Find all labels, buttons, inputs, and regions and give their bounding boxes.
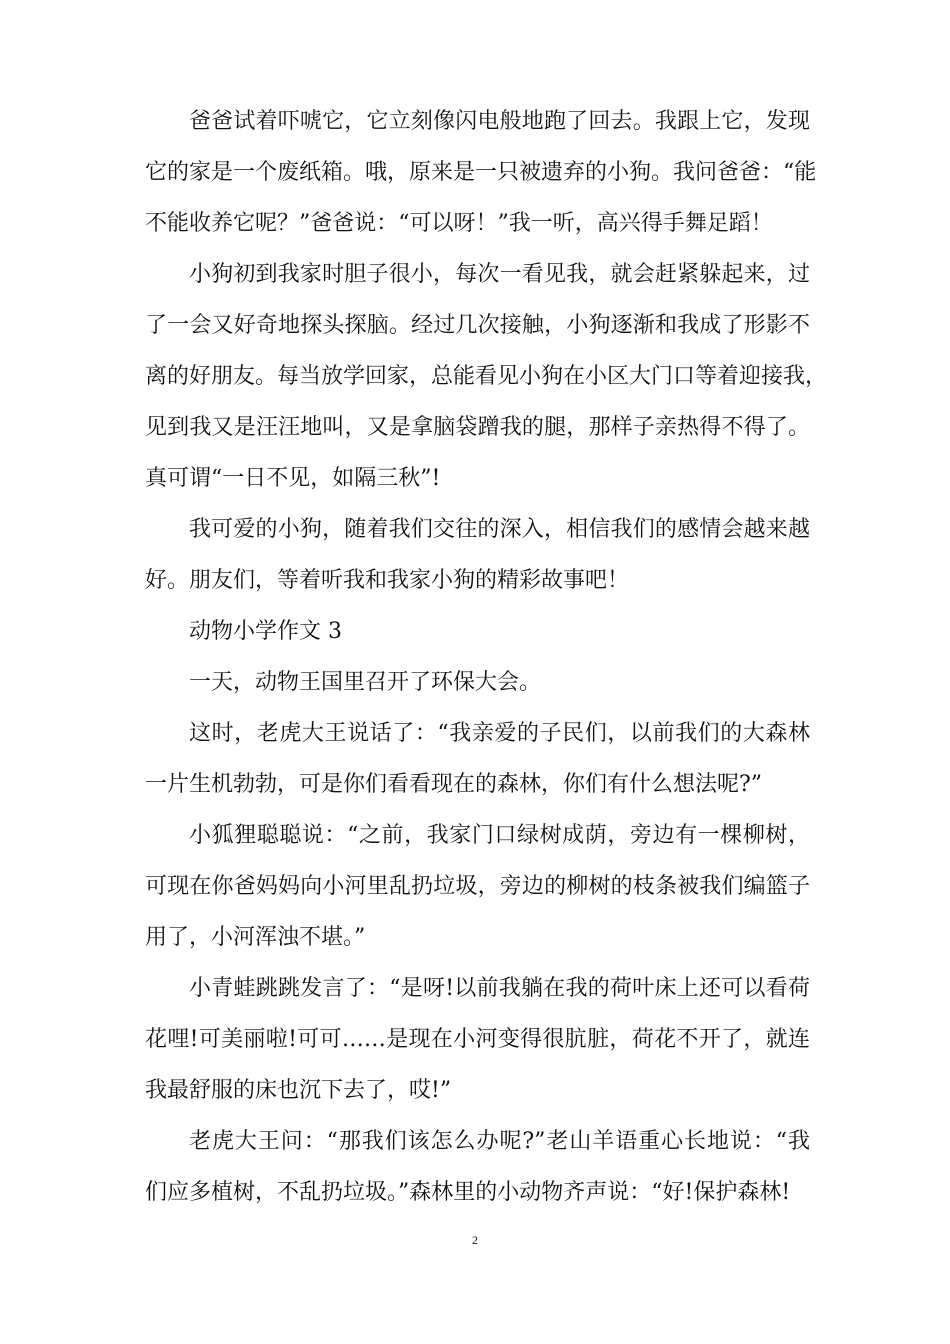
text-line: 离的好朋友。每当放学回家，总能看见小狗在小区大门口等着迎接我， (145, 364, 828, 389)
paragraph (145, 96, 817, 249)
text-line: 小狗初到我家时胆子很小，每次一看见我，就会赶紧躲起来，过 (189, 262, 810, 287)
text-line: 我可爱的小狗，随着我们交往的深入，相信我们的感情会越来越 (189, 517, 810, 542)
paragraph (145, 606, 810, 657)
paragraph (145, 1116, 810, 1218)
text-line: 了一会又好奇地探头探脑。经过几次接触，小狗逐渐和我成了形影不 (145, 313, 810, 338)
text-line: 这时，老虎大王说话了：“我亲爱的子民们，以前我们的大森林 (189, 721, 810, 746)
text-line: 爸爸试着吓唬它，它立刻像闪电般地跑了回去。我跟上它，发现 (189, 109, 810, 134)
page-number: 2 (472, 1233, 478, 1247)
text-line: 一片生机勃勃，可是你们看看现在的森林，你们有什么想法呢?” (145, 772, 763, 797)
paragraph (145, 504, 810, 606)
paragraph (145, 657, 810, 708)
text-line: 真可谓“一日不见，如隔三秋”! (145, 466, 441, 491)
document-body (145, 96, 828, 1218)
text-line: 它的家是一个废纸箱。哦，原来是一只被遗弃的小狗。我问爸爸：“能 (145, 160, 817, 185)
paragraph (145, 963, 810, 1116)
text-line: 不能收养它呢？”爸爸说：“可以呀！”我一听，高兴得手舞足蹈！ (145, 211, 773, 236)
text-line: 用了，小河浑浊不堪。” (145, 925, 366, 950)
text-line: 可现在你爸妈妈向小河里乱扔垃圾，旁边的柳树的枝条被我们编篮子 (145, 874, 810, 899)
text-line: 见到我又是汪汪地叫，又是拿脑袋蹭我的腿，那样子亲热得不得了。 (145, 415, 810, 440)
paragraph (145, 249, 828, 504)
paragraph (145, 810, 810, 963)
text-line: 们应多植树，不乱扔垃圾。”森林里的小动物齐声说：“好!保护森林! (145, 1180, 791, 1205)
text-line: 一天，动物王国里召开了环保大会。 (189, 670, 542, 695)
paragraph (145, 708, 810, 810)
text-line: 小狐狸聪聪说：“之前，我家门口绿树成荫，旁边有一棵柳树， (189, 823, 810, 848)
text-line: 小青蛙跳跳发言了：“是呀!以前我躺在我的荷叶床上还可以看荷 (189, 976, 810, 1001)
text-line: 老虎大王问：“那我们该怎么办呢?”老山羊语重心长地说：“我 (189, 1129, 810, 1154)
text-line: 好。朋友们，等着听我和我家小狗的精彩故事吧！ (145, 568, 630, 593)
text-line: 花哩!可美丽啦!可可……是现在小河变得很肮脏，荷花不开了，就连 (145, 1027, 810, 1052)
text-line: 我最舒服的床也沉下去了，哎!” (145, 1078, 452, 1103)
text-line: 动物小学作文 3 (189, 619, 342, 644)
